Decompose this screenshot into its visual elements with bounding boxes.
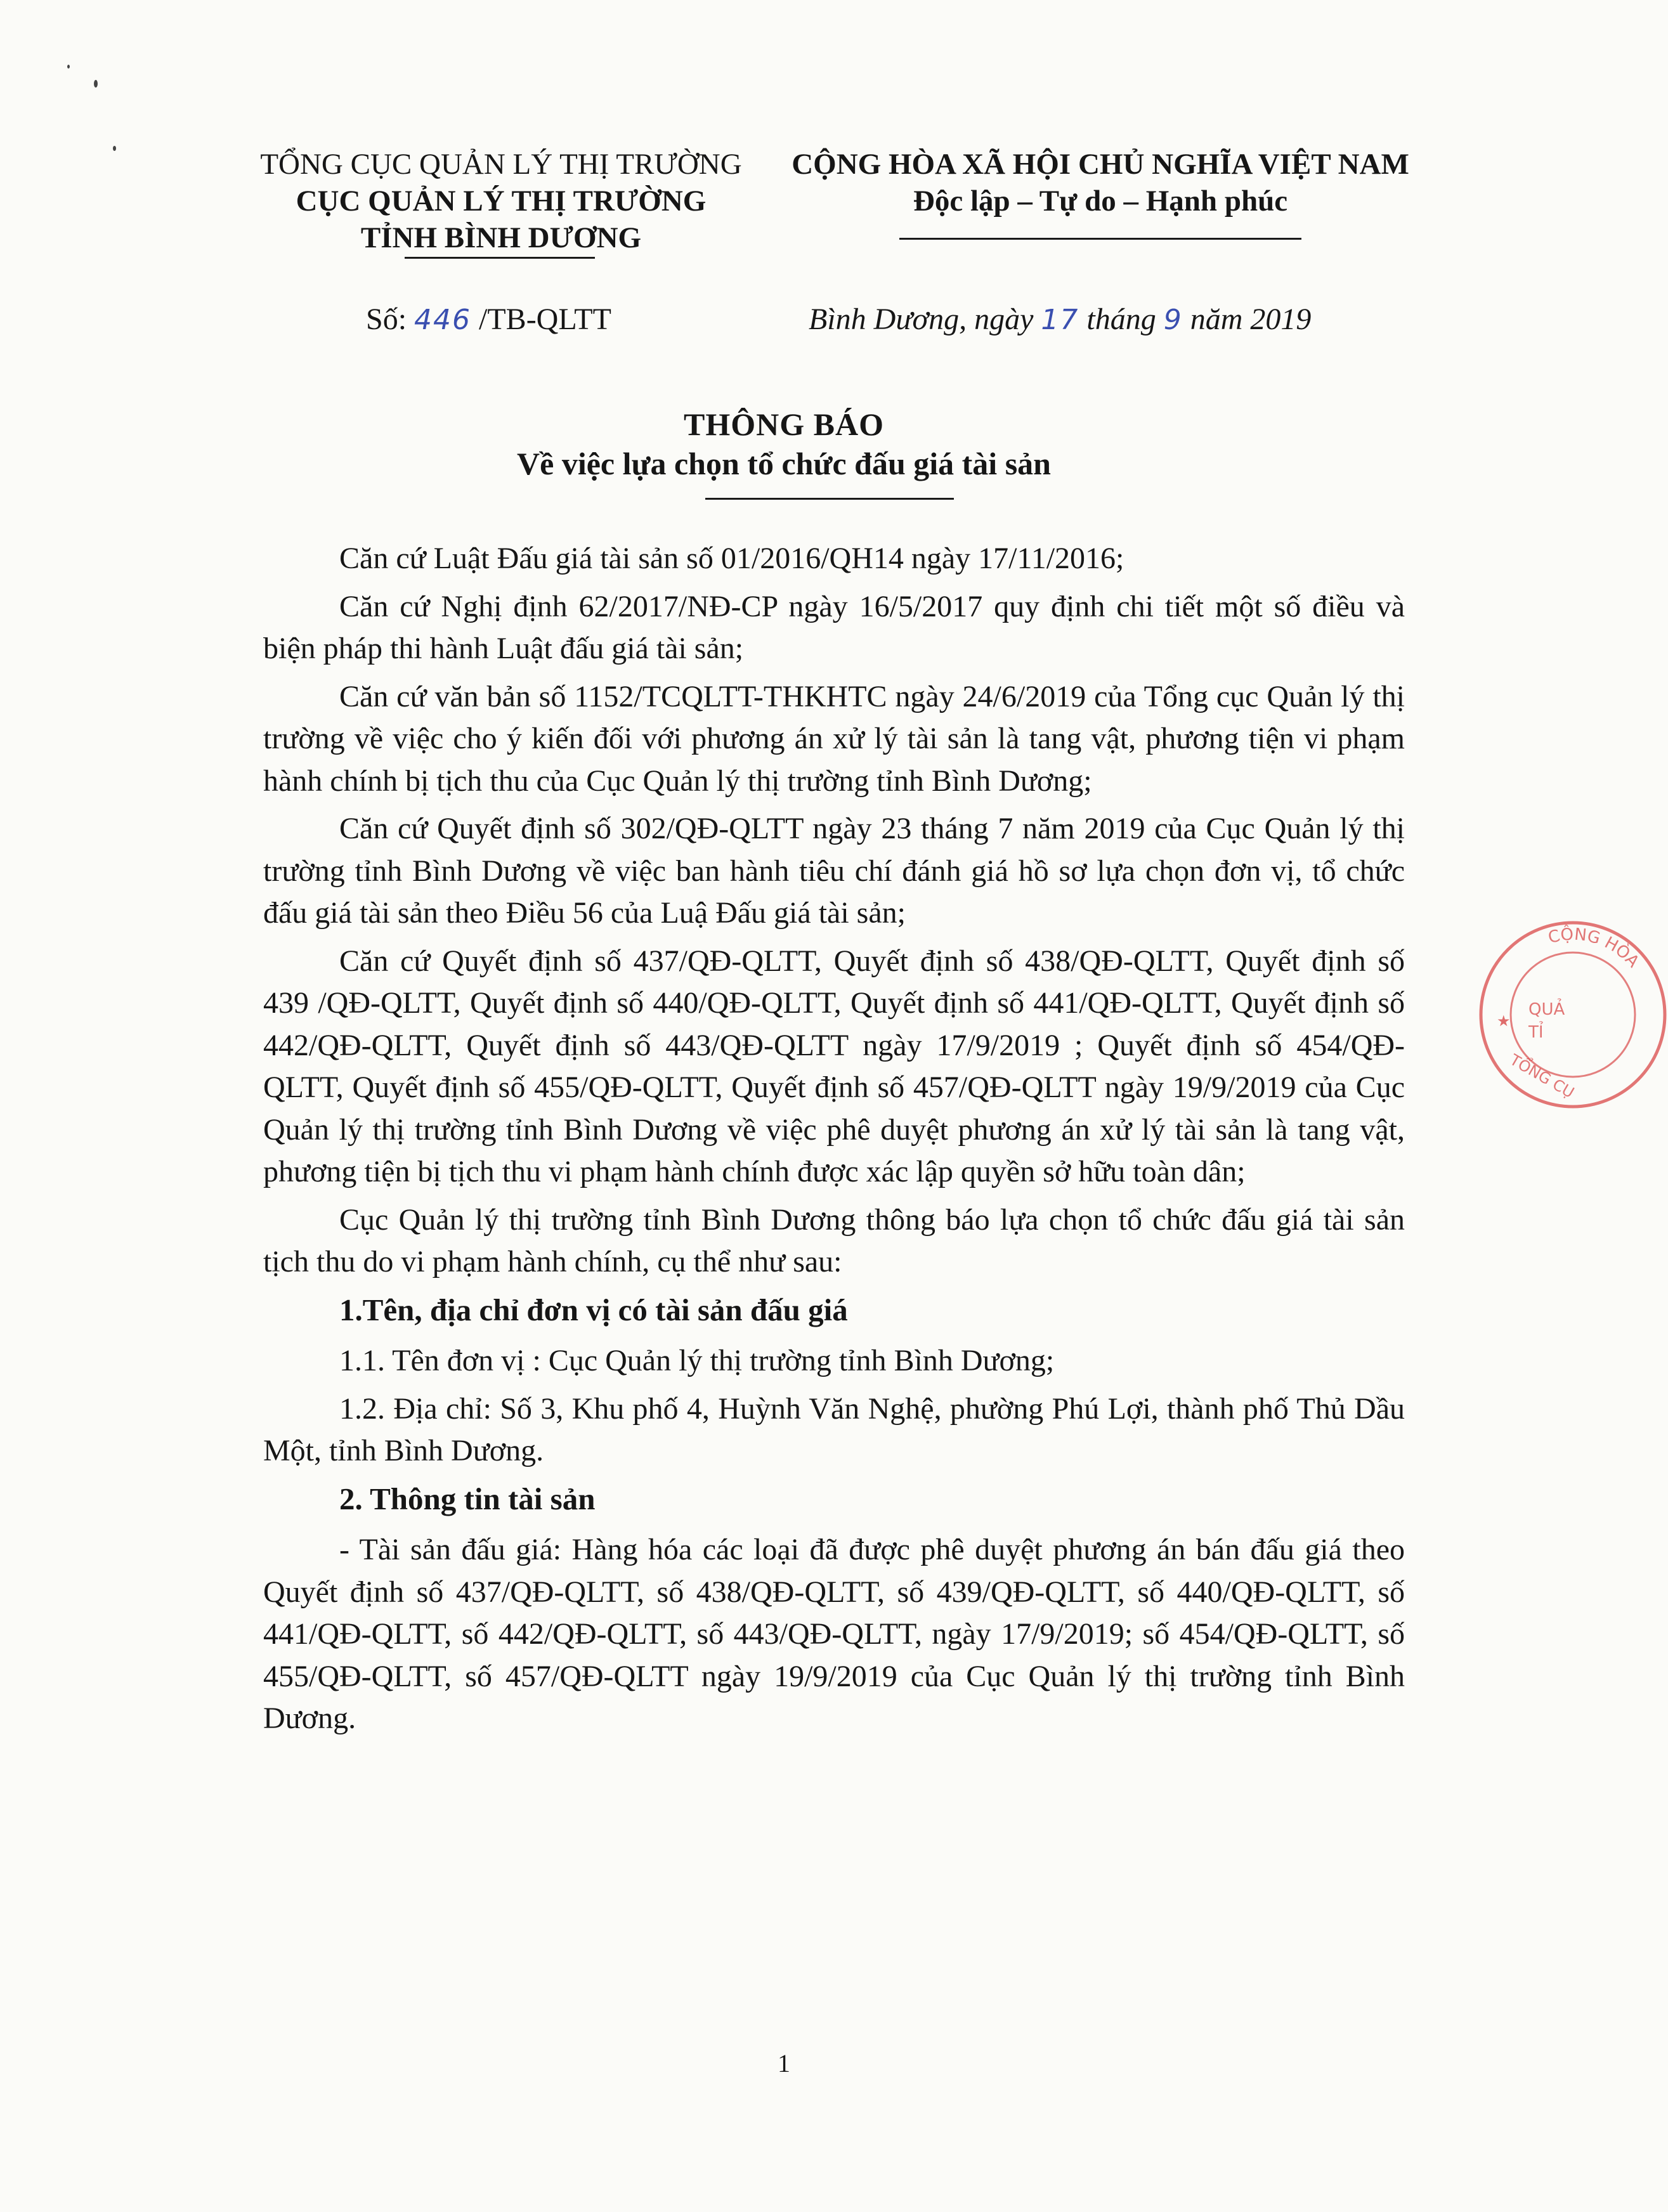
section-2-heading: 2. Thông tin tài sản <box>339 1481 596 1516</box>
document-number <box>366 301 611 339</box>
page-number: 1 <box>778 2049 790 2078</box>
document-number-suffix: /TB-QLTT <box>471 303 611 336</box>
section-1-heading: 1.Tên, địa chỉ đơn vị có tài sản đấu giá <box>339 1292 848 1327</box>
document-number-handwritten: 446 <box>414 304 472 336</box>
section-2-item-1: - Tài sản đấu giá: Hàng hóa các loại đã được phê duyệt phương án bán đấu giá theo Quyết định số 437/QĐ-QLTT, số 438/QĐ-QLTT, số 439/QĐ-QLTT, số 440/QĐ-QLTT, số 441/QĐ-QLTT, số 442/QĐ-QLTT, số 443/QĐ-QLTT, ngày 17/9/2019; số 454/QĐ-QLTT, số 455/QĐ-QLTT, số 457/QĐ-QLTT ngày 19/9/2019 của Cục Quản lý thị trường tỉnh Bình Dương. <box>263 1533 1405 1735</box>
section-1-item-1: 1.1. Tên đơn vị : Cục Quản lý thị trường tỉnh Bình Dương; <box>339 1344 1055 1377</box>
basis-paragraph: Căn cứ Nghị định 62/2017/NĐ-CP ngày 16/5/2017 quy định chi tiết một số điều và biện pháp thi hành Luật đấu giá tài sản; <box>263 589 1405 665</box>
basis-paragraph: Căn cứ văn bản số 1152/TCQLTT-THKHTC ngày 24/6/2019 của Tổng cục Quản lý thị trường về việc cho ý kiến đối với phương án xử lý tài sản là tang vật, phương tiện vi phạm hành chính bị tịch thu của Cục Quản lý thị trường tỉnh Bình Dương; <box>263 679 1405 798</box>
announcement-paragraph: Cục Quản lý thị trường tỉnh Bình Dương thông báo lựa chọn tổ chức đấu giá tài sản tịch thu do vi phạm hành chính, cụ thể như sau: <box>263 1202 1405 1278</box>
issuer-line-1: TỔNG CỤC QUẢN LÝ THỊ TRƯỜNG <box>260 148 742 181</box>
date-part-2: tháng <box>1079 303 1164 336</box>
document-number-prefix: Số: <box>366 303 415 336</box>
national-header <box>777 146 1424 219</box>
issuer-underline <box>405 257 595 259</box>
scan-speck <box>67 65 70 68</box>
issuer-line-3: TỈNH BÌNH DƯƠNG <box>360 221 642 254</box>
document-subtitle: Về việc lựa chọn tổ chức đấu giá tài sản <box>517 446 1051 481</box>
basis-paragraph: Căn cứ Quyết định số 302/QĐ-QLTT ngày 23 tháng 7 năm 2019 của Cục Quản lý thị trường tỉnh Bình Dương về việc ban hành tiêu chí đánh giá hồ sơ lựa chọn đơn vị, tổ chức đấu giá tài sản theo Điều 56 của Luậ Đấu giá tài sản; <box>263 812 1405 930</box>
issuer-line-2: CỤC QUẢN LÝ THỊ TRƯỜNG <box>296 185 707 218</box>
national-motto: Độc lập – Tự do – Hạnh phúc <box>913 185 1288 218</box>
seal-text-inner-2: TỈ <box>1528 1023 1544 1042</box>
seal-text-top: CỘNG HÒA <box>1546 925 1643 972</box>
motto-underline <box>899 238 1301 240</box>
title-block <box>0 405 1568 483</box>
seal-star-icon: ★ <box>1497 1012 1511 1030</box>
seal-text-inner-1: QUẢ <box>1528 1000 1565 1019</box>
section-1-item-2: 1.2. Địa chỉ: Số 3, Khu phố 4, Huỳnh Văn Nghệ, phường Phú Lợi, thành phố Thủ Dầu Một, tỉnh Bình Dương. <box>263 1391 1405 1467</box>
scan-speck <box>94 80 98 88</box>
scan-speck <box>113 146 116 151</box>
subtitle-underline <box>705 498 954 500</box>
national-title: CỘNG HÒA XÃ HỘI CHỦ NGHĨA VIỆT NAM <box>792 148 1409 181</box>
document-title: THÔNG BÁO <box>684 407 884 442</box>
date-month-handwritten: 9 <box>1163 304 1183 336</box>
document-date <box>809 301 1311 339</box>
date-part-1: Bình Dương, ngày <box>809 303 1041 336</box>
document-body <box>263 538 1405 1746</box>
basis-paragraph: Căn cứ Quyết định số 437/QĐ-QLTT, Quyết định số 438/QĐ-QLTT, Quyết định số 439 /QĐ-QLTT, Quyết định số 440/QĐ-QLTT, Quyết định số 441/QĐ-QLTT, Quyết định số 442/QĐ-QLTT, Quyết định số 443/QĐ-QLTT ngày 17/9/2019 ; Quyết định số 454/QĐ-QLTT, Quyết định số 455/QĐ-QLTT, Quyết định số 457/QĐ-QLTT ngày 19/9/2019 của Cục Quản lý thị trường tỉnh Bình Dương về việc phê duyệt phương án xử lý tài sản là tang vật, phương tiện bị tịch thu vi phạm hành chính được xác lập quyền sở hữu toàn dân; <box>263 944 1405 1188</box>
seal-text-bottom: TỔNG CỤ <box>1506 1050 1577 1102</box>
issuer-header <box>241 146 761 256</box>
basis-paragraph: Căn cứ Luật Đấu giá tài sản số 01/2016/QH14 ngày 17/11/2016; <box>339 542 1124 575</box>
red-seal-stamp <box>1478 920 1668 1110</box>
date-day-handwritten: 17 <box>1041 304 1079 336</box>
date-part-3: năm 2019 <box>1182 303 1312 336</box>
